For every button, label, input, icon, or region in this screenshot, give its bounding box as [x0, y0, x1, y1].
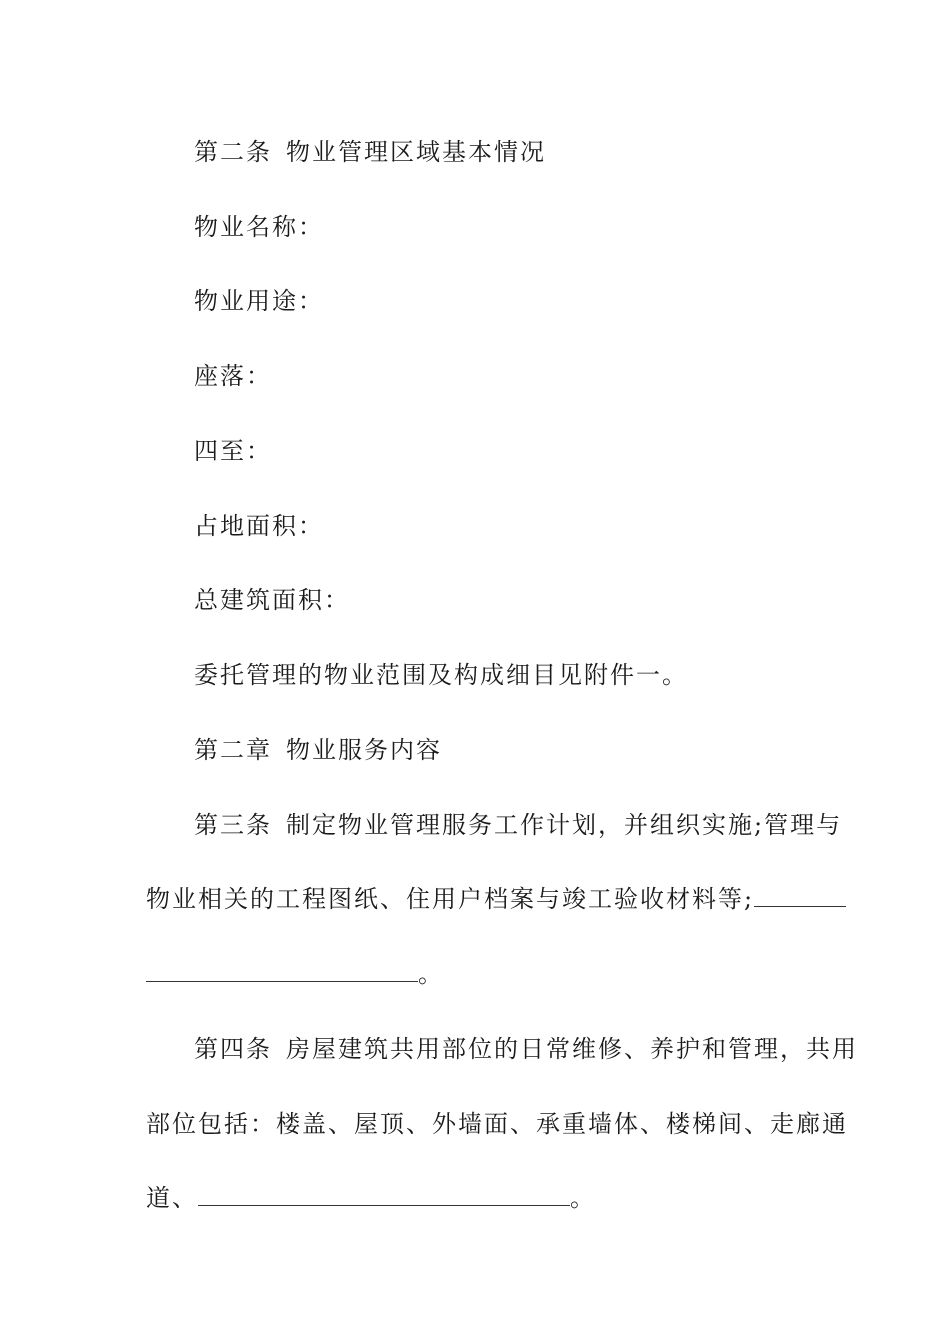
chapter-2-title: 物业服务内容 [286, 736, 442, 764]
article-3-end: 。 [418, 960, 444, 988]
article-4-line-1 [194, 1034, 858, 1064]
scope-note: 委托管理的物业范围及构成细目见附件一。 [194, 661, 688, 689]
article-2-heading [194, 137, 546, 167]
article-3-line-3 [146, 959, 444, 989]
article-4-text-1: 房屋建筑共用部位的日常维修、养护和管理，共用 [286, 1035, 858, 1063]
article-4-start: 道、 [146, 1184, 198, 1212]
fill-in-blank [754, 886, 846, 907]
field-property-use: 物业用途： [194, 287, 324, 315]
article-2-title: 物业管理区域基本情况 [286, 138, 546, 166]
article-3-label: 第三条 [194, 811, 272, 839]
article-3-text-1: 制定物业管理服务工作计划，并组织实施;管理与 [286, 811, 843, 839]
field-building-area: 总建筑面积： [194, 586, 350, 614]
article-4-text-2: 部位包括：楼盖、屋顶、外墙面、承重墙体、楼梯间、走廊通 [146, 1110, 848, 1138]
article-3-line-2 [146, 884, 846, 914]
article-3-text-2: 物业相关的工程图纸、住用户档案与竣工验收材料等; [146, 885, 755, 913]
chapter-2-heading [194, 735, 442, 765]
article-2-label: 第二条 [194, 138, 272, 166]
field-property-name: 物业名称： [194, 213, 324, 241]
fill-in-blank [198, 1185, 570, 1206]
article-4-line-2 [146, 1109, 848, 1139]
field-boundaries: 四至： [194, 437, 272, 465]
field-location: 座落： [194, 362, 272, 390]
article-4-line-3 [146, 1183, 596, 1213]
fill-in-blank [146, 961, 418, 982]
article-3-line-1 [194, 810, 842, 840]
article-4-label: 第四条 [194, 1035, 272, 1063]
field-land-area: 占地面积： [194, 512, 324, 540]
chapter-2-label: 第二章 [194, 736, 272, 764]
article-4-end: 。 [570, 1184, 596, 1212]
